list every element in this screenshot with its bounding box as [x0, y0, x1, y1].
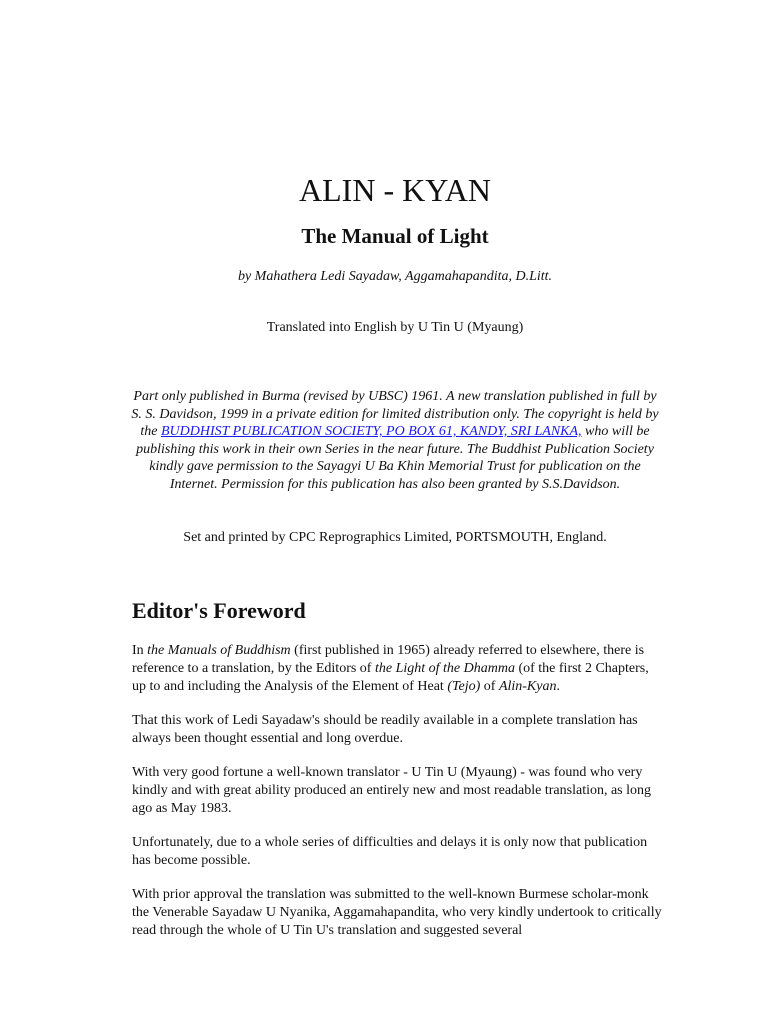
foreword-paragraph-5: With prior approval the translation was submitted to the well-known Burmese scholar-monk the Venerable Sayadaw U Nyanika, Aggamahapandita, who very kindly undertook to critically read through the whole of U Tin U's translation and suggested several: [132, 887, 662, 938]
publication-text-before: Part only published in Burma (revised by UBSC) 1961. A new translation published in full by S. S. Davidson, 1999 in a private edition for limited distribution only. The copyright is held by the: [131, 389, 659, 439]
p1-term-tejo: (Tejo): [447, 679, 481, 694]
p1-text-a: In: [132, 643, 148, 658]
publication-text-after: who will be publishing this work in their own Series in the near future. The Buddhist Publication Society kindly gave permission to the Sayagyi U Ba Khin Memorial Trust for publication on the Internet. Permission for this publication has also been granted by S.S.Davidson.: [136, 424, 654, 492]
document-subtitle: The Manual of Light: [301, 224, 489, 248]
p1-text-i: .: [556, 679, 560, 694]
p1-title-manuals: the Manuals of Buddhism: [147, 643, 291, 658]
p1-title-alin-kyan: Alin-Kyan: [498, 679, 557, 694]
foreword-paragraph-3: With very good fortune a well-known translator - U Tin U (Myaung) - was found who very kindly and with great ability produced an entirely new and most readable translation, as long ago as May 1983.: [132, 765, 652, 816]
foreword-paragraph-1: [132, 642, 662, 696]
printer-credit: Set and printed by CPC Reprographics Limited, PORTSMOUTH, England.: [183, 530, 607, 545]
foreword-paragraph-2: That this work of Ledi Sayadaw's should be readily available in a complete translation has always been thought essential and long overdue.: [132, 713, 638, 746]
section-heading-editors-foreword: Editor's Foreword: [132, 598, 306, 623]
document-title: ALIN - KYAN: [299, 172, 491, 208]
p1-text-e: (of the first 2 Chapters, up to and including the Analysis of the Element of Heat: [132, 661, 649, 694]
foreword-paragraph-4: Unfortunately, due to a whole series of difficulties and delays it is only now that publication has become possible.: [132, 835, 648, 868]
p1-text-g: of: [480, 679, 499, 694]
p1-text-c: (first published in 1965) already referred to elsewhere, there is reference to a translation, by the Editors of: [132, 643, 645, 676]
bps-address-link[interactable]: BUDDHIST PUBLICATION SOCIETY, PO BOX 61, KANDY, SRI LANKA,: [160, 424, 582, 439]
p1-title-light: the Light of the Dhamma: [374, 661, 515, 676]
publication-notice: [128, 388, 662, 493]
author-byline: by Mahathera Ledi Sayadaw, Aggamahapandita, D.Litt.: [237, 269, 553, 284]
translator-credit: Translated into English by U Tin U (Myaung): [266, 320, 524, 335]
